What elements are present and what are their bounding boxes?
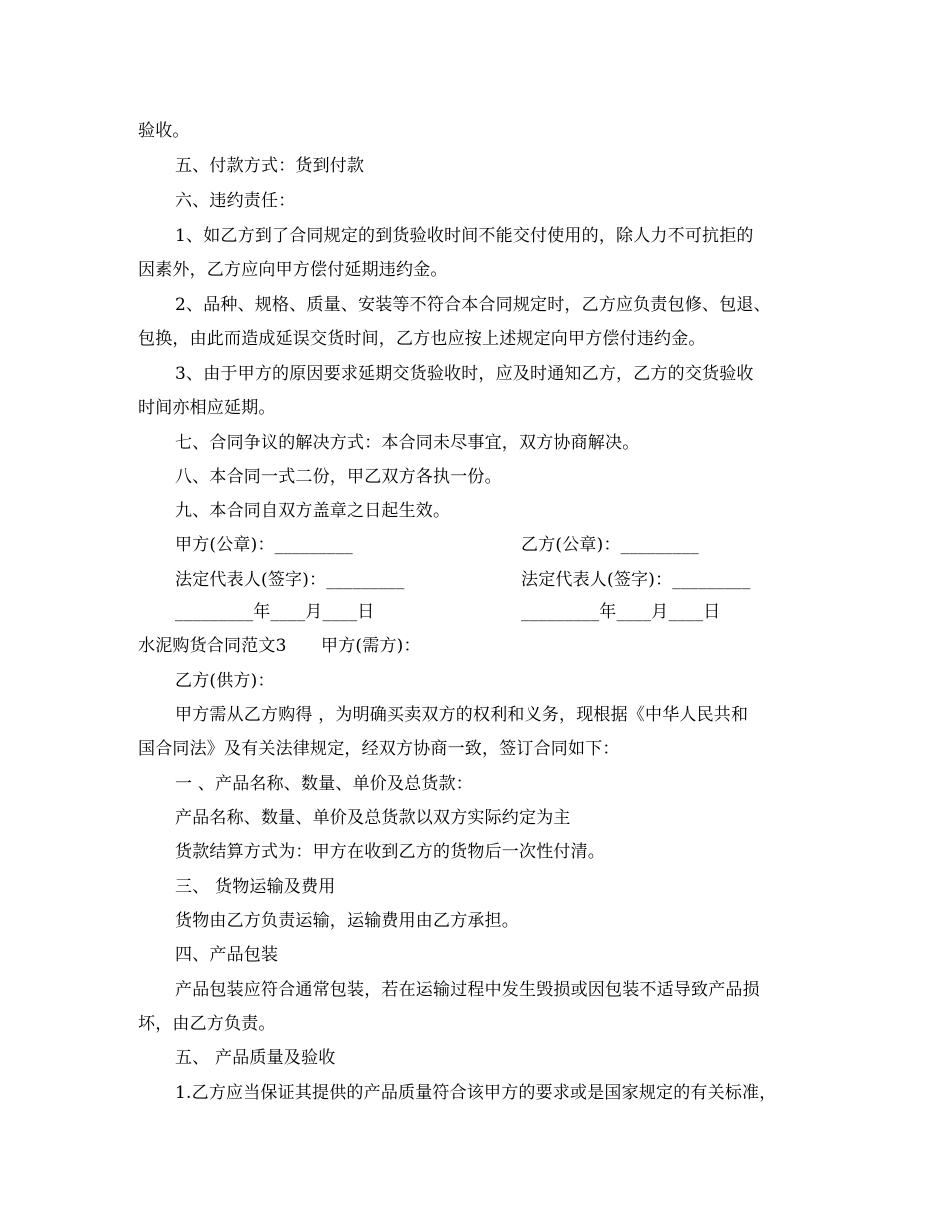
paragraph-line: 货物由乙方负责运输，运输费用由乙方承担。 [175, 911, 519, 931]
party-a-date: _________年____月____日 [175, 602, 375, 622]
paragraph-line: 1、如乙方到了合同规定的到货验收时间不能交付使用的，除人力不可抗拒的 [175, 226, 754, 246]
paragraph-line: 坏，由乙方负责。 [138, 1014, 276, 1034]
paragraph-line: 甲方需从乙方购得 ，为明确买卖双方的权利和义务，现根据《中华人民共和 [175, 705, 749, 725]
paragraph-line: 七、合同争议的解决方式：本合同未尽事宜，双方协商解决。 [175, 433, 640, 453]
paragraph-line: 乙方(供方)： [175, 671, 275, 691]
paragraph-line: 货款结算方式为：甲方在收到乙方的货物后一次性付清。 [175, 842, 605, 862]
party-b-representative: 法定代表人(签字)：_________ [521, 570, 751, 590]
paragraph-line: 八、本合同一式二份，甲乙双方各执一份。 [175, 467, 502, 487]
paragraph-line: 时间亦相应延期。 [138, 398, 276, 418]
paragraph-line: 三、 货物运输及费用 [175, 877, 336, 897]
paragraph-line: 五、付款方式：货到付款 [175, 156, 365, 176]
party-a-seal: 甲方(公章)：_________ [175, 535, 353, 555]
paragraph-line: 九、本合同自双方盖章之日起生效。 [175, 501, 451, 521]
paragraph-line: 国合同法》及有关法律规定，经双方协商一致，签订合同如下： [138, 739, 620, 759]
section-heading: 水泥购货合同范文3 甲方(需方)： [138, 636, 421, 656]
paragraph-line: 因素外，乙方应向甲方偿付延期违约金。 [138, 260, 448, 280]
paragraph-line: 1.乙方应当保证其提供的产品质量符合该甲方的要求或是国家规定的有关标准， [175, 1083, 777, 1103]
paragraph-line: 2、品种、规格、质量、安装等不符合本合同规定时，乙方应负责包修、包退、 [175, 295, 771, 315]
paragraph-line: 产品名称、数量、单价及总货款以双方实际约定为主 [175, 808, 571, 828]
paragraph-line: 四、产品包装 [175, 945, 279, 965]
paragraph-line: 3、由于甲方的原因要求延期交货验收时，应及时通知乙方，乙方的交货验收 [175, 364, 754, 384]
paragraph-line: 验收。 [138, 121, 190, 141]
party-b-seal: 乙方(公章)：_________ [521, 535, 699, 555]
paragraph-line: 六、违约责任： [175, 191, 296, 211]
party-a-representative: 法定代表人(签字)：_________ [175, 570, 405, 590]
paragraph-line: 包换，由此而造成延误交货时间，乙方也应按上述规定向甲方偿付违约金。 [138, 329, 706, 349]
party-b-date: _________年____月____日 [521, 602, 721, 622]
paragraph-line: 五、 产品质量及验收 [175, 1048, 336, 1068]
paragraph-line: 一 、产品名称、数量、单价及总货款： [175, 774, 474, 794]
paragraph-line: 产品包装应符合通常包装，若在运输过程中发生毁损或因包装不适导致产品损 [175, 980, 760, 1000]
